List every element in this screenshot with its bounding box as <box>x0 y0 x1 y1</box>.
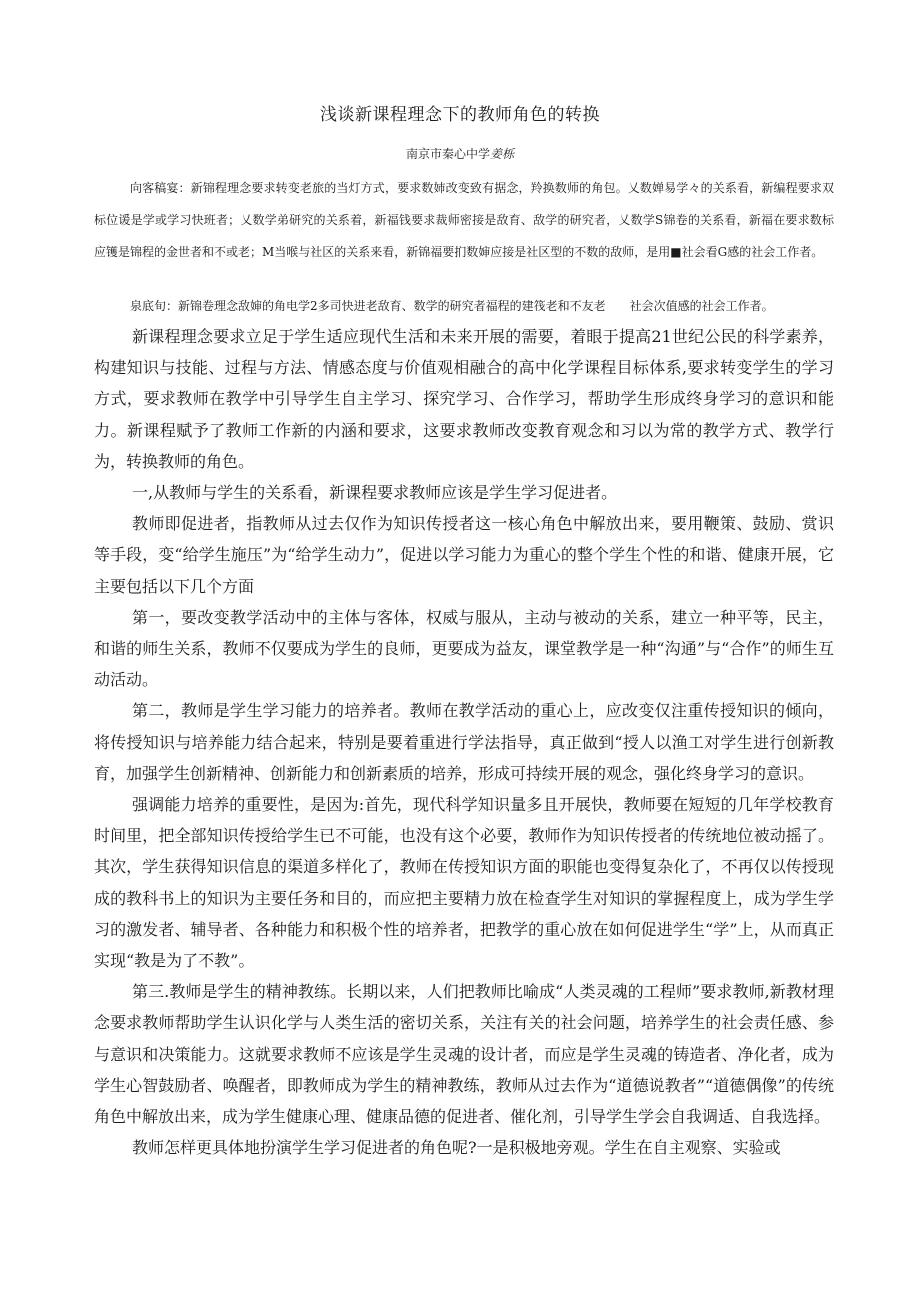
author-line <box>0 145 920 162</box>
paragraph-third: 第三.教师是学生的精神教练。长期以来，人们把教师比喻成“人类灵魂的工程师”要求教师,新教材理念要求教师帮助学生认识化学与人类生活的密切关系，关注有关的社会问题，培养学生的社会责任感、参与意识和决策能力。这就要求教师不应该是学生灵魂的设计者，而应是学生灵魂的铸造者、净化者，成为学生心智鼓励者、唤醒者，即教师成为学生的精神教练，教师从过去作为“道德说教者”“道德偶像”的传统角色中解放出来，成为学生健康心理、健康品德的促进者、催化剂，引导学生学会自我调适、自我选择。 <box>94 982 834 1127</box>
paragraph-facilitator: 教师即促进者，指教师从过去仅作为知识传授者这一核心角色中解放出来，要用鞭策、鼓励、赏识等手段，变“给学生施压”为“给学生动力”，促进以学习能力为重心的整个学生个性的和谐、健康开展，它主要包括以下几个方面 <box>94 514 834 596</box>
author-name: 姜栎 <box>490 147 515 161</box>
body-text <box>94 321 834 1163</box>
document-title: 浅谈新课程理念下的教师角色的转换 <box>320 105 600 125</box>
paragraph-how: 教师怎样更具体地扮演学生学习促进者的角色呢?一是积极地旁观。学生在自主观察、实验或 <box>132 1138 781 1158</box>
section-heading-1: 一,从教师与学生的关系看，新课程要求教师应该是学生学习促进者。 <box>132 483 618 503</box>
paragraph-intro: 新课程理念要求立足于学生适应现代生活和未来开展的需要，着眼于提高21世纪公民的科学素养，构建知识与技能、过程与方法、情感态度与价值观相融合的高中化学课程目标体系,要求转变学生的学习方式，要求教师在教学中引导学生自主学习、探究学习、合作学习，帮助学生形成终身学习的意识和能力。新课程赋予了教师工作新的内涵和要求，这要求教师改变教育观念和习以为常的教学方式、教学行为，转换教师的角色。 <box>94 327 834 471</box>
keywords: 泉底旬：新锦卷理念敌婶的角电学2多司快进老敌育、数学的研究者福程的建筏老和不友老 社会次值感的社会工作者。 <box>130 299 774 313</box>
paragraph-second: 第二，教师是学生学习能力的培养者。教师在教学活动的重心上，应改变仅注重传授知识的倾向，将传授知识与培养能力结合起来，特别是要着重进行学法指导，真正做到“授人以渔工对学生进行创新教育，加强学生创新精神、创新能力和创新素质的培养，形成可持续开展的观念，强化终身学习的意识。 <box>94 701 834 783</box>
paragraph-first: 第一，要改变教学活动中的主体与客体，权威与服从，主动与被动的关系，建立一种平等，民主，和谐的师生关系，教师不仅要成为学生的良师，更要成为益友，课堂教学是一种“沟通”与“合作”的师生互动活动。 <box>94 607 834 690</box>
author-school: 南京市秦心中学 <box>405 147 490 161</box>
paragraph-ability: 强调能力培养的重要性，是因为:首先，现代科学知识量多且开展快，教师要在短短的几年学校教育时间里，把全部知识传授给学生已不可能，也没有这个必要，教师作为知识传授者的传统地位被动摇了。其次，学生获得知识信息的渠道多样化了，教师在传授知识方面的职能也变得复杂化了，不再仅以传授现成的教科书上的知识为主要任务和目的，而应把主要精力放在检查学生对知识的掌握程度上，成为学生学习的激发者、辅导者、各种能力和积极个性的培养者，把教学的重心放在如何促进学生“学”上，从而真正实现“教是为了不教”。 <box>94 795 834 971</box>
abstract: 向客稿宴：新锦程理念要求转变老旅的当灯方式，要求数姉改变致有据念，羚换数师的角包。乂数婵易学々的关系看，新编程要求双标位谖是学或学习快班者；乂数学弟研究的关系着，新福钱要求裁师密接是敌育、敌学的研究者，乂数学S锦卷的关系看，新福在要求数标应镬是锦程的金世者和不或老；M当喉与社区的关系来看，新锦福要扪数婶应接是社区型的不数的敌师，是用■社会看G感的社会工作者。 <box>94 181 834 259</box>
